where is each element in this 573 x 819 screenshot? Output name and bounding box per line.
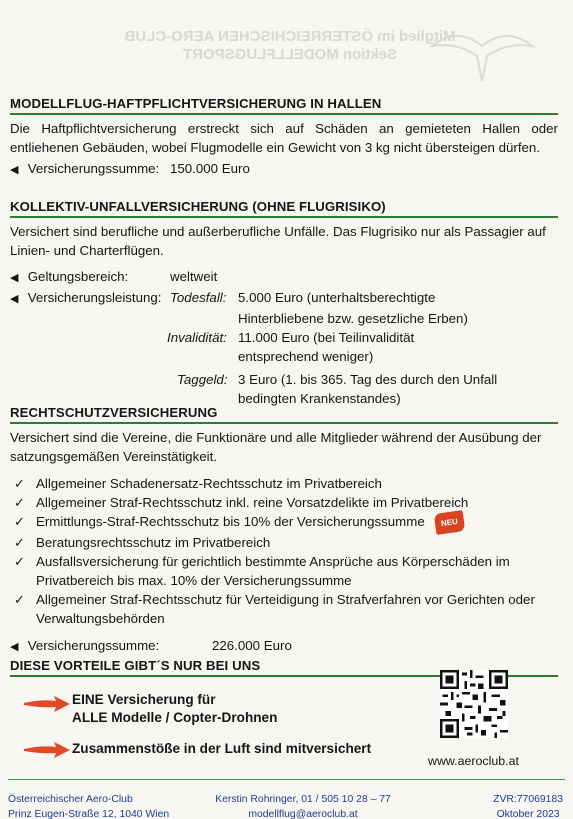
org-name: Österreichischer Aero-Club <box>8 794 133 805</box>
disability-value-2: entsprechend weniger) <box>238 349 374 364</box>
area-row <box>10 267 558 288</box>
ghost-line-2: Sektion MODELLFLUGSPORT <box>182 46 398 63</box>
footer-meta <box>493 792 563 819</box>
sum-value: 150.000 Euro <box>170 161 250 176</box>
sum-row <box>10 159 558 180</box>
website-link[interactable]: www.aeroclub.at <box>428 754 519 768</box>
checkmark-icon: ✓ <box>14 535 25 550</box>
section-title: RECHTSCHUTZVERSICHERUNG <box>10 405 558 424</box>
checkmark-icon: ✓ <box>14 554 25 569</box>
section-title: MODELLFLUG-HAFTPFLICHTVERSICHERUNG IN HALLEN <box>10 96 558 115</box>
daily-label: Taggeld: <box>177 372 228 387</box>
daily-row <box>10 370 558 389</box>
section-title: DIESE VORTEILE GIBT´S NUR BEI UNS <box>10 658 558 677</box>
death-row-2 <box>10 309 558 328</box>
new-badge: NEU <box>433 510 465 535</box>
benefit-one: EINE Versicherung für ALLE Modelle / Copter-Drohnen <box>72 692 278 725</box>
benefit-two: Zusammenstöße in der Luft sind mitversichert <box>72 741 372 756</box>
sum-label: Versicherungssumme: <box>27 638 160 653</box>
coverage-list <box>10 474 558 628</box>
issue-date: Oktober 2023 <box>496 809 560 819</box>
org-address: Prinz Eugen-Straße 12, 1040 Wien <box>8 809 170 819</box>
list-item: ✓ Allgemeiner Schadenersatz-Rechtsschutz im Privatbereich <box>14 476 382 491</box>
area-label: Geltungsbereich: <box>27 269 129 284</box>
sum-value: 226.000 Euro <box>212 638 292 653</box>
disability-row <box>10 328 558 347</box>
death-value-2: Hinterbliebene bzw. gesetzliche Erben) <box>238 311 468 326</box>
sum-row <box>10 636 558 657</box>
section-advantages <box>10 658 558 776</box>
daily-value-2: bedingten Krankenstandes) <box>238 391 401 406</box>
list-item: ✓ Ausfallsversicherung für gerichtlich bestimmte Ansprüche aus Körperschäden im Privatbereich bis max. 10% der Versicherungssumme <box>14 554 510 588</box>
pointer-left-icon: ◀ <box>10 641 19 653</box>
qr-code[interactable] <box>440 670 508 738</box>
pointer-left-icon: ◀ <box>10 164 19 176</box>
section-hall-liability <box>10 96 558 180</box>
list-item: ✓ Ermittlungs-Straf-Rechtsschutz bis 10% der Versicherungssumme NEU <box>10 512 558 533</box>
disability-row-2 <box>10 347 558 366</box>
contact-person: Kerstin Rohringer, 01 / 505 10 28 – 77 <box>215 794 391 805</box>
disability-label: Invalidität: <box>167 330 227 345</box>
area-value: weltweit <box>170 269 218 284</box>
arrow-right-icon <box>24 742 70 758</box>
pointer-left-icon: ◀ <box>10 272 19 284</box>
section-text: Die Haftpflichtversicherung erstreckt sich auf Schäden an gemieteten Hallen oder entliehenen Gebäuden, wobei Flugmodelle ein Gewicht von 3 kg nicht übersteigen dürfen. <box>10 121 558 155</box>
footer-org <box>8 792 169 819</box>
list-item: ✓ Allgemeiner Straf-Rechtsschutz für Verteidigung in Strafverfahren vor Gerichten oder Verwaltungsbehörden <box>14 592 535 626</box>
section-accident-insurance <box>10 199 558 408</box>
pointer-left-icon: ◀ <box>10 293 19 305</box>
sum-label: Versicherungssumme: <box>27 161 160 176</box>
zvr-number: ZVR:77069183 <box>493 794 563 805</box>
list-item: ✓ Beratungsrechtsschutz im Privatbereich <box>14 535 271 550</box>
daily-value-1: 3 Euro (1. bis 365. Tag des durch den Unfall <box>238 372 498 387</box>
checkmark-icon: ✓ <box>14 514 25 529</box>
section-text: Versichert sind berufliche und außerberufliche Unfälle. Das Flugrisiko nur als Passagier auf Linien- und Charterflügen. <box>10 224 546 258</box>
checkmark-icon: ✓ <box>14 495 25 510</box>
background-header-ghost <box>30 28 550 64</box>
eagle-emblem-ghost <box>427 16 537 86</box>
ghost-line-1: Mitglied im ÖSTERREICHISCHEN AERO-CLUB <box>124 28 456 45</box>
section-text: Versichert sind die Vereine, die Funktionäre und alle Mitglieder während der Ausübung der satzungsgemäßen Vereinstätigkeit. <box>10 430 542 464</box>
checkmark-icon: ✓ <box>14 476 25 491</box>
disability-value-1: 11.000 Euro (bei Teilinvalidität <box>238 330 415 345</box>
benefit-row <box>10 288 558 309</box>
footer-contact <box>208 792 398 819</box>
checkmark-icon: ✓ <box>14 592 25 607</box>
section-title: KOLLEKTIV-UNFALLVERSICHERUNG (OHNE FLUGRISIKO) <box>10 199 558 218</box>
arrow-right-icon <box>24 696 70 712</box>
benefit-label: Versicherungsleistung: <box>27 290 162 305</box>
contact-email[interactable]: modellflug@aeroclub.at <box>248 809 358 819</box>
footer <box>8 779 565 817</box>
death-label: Todesfall: <box>170 290 227 305</box>
list-item: ✓ Allgemeiner Straf-Rechtsschutz inkl. reine Vorsatzdelikte im Privatbereich <box>14 495 469 510</box>
section-legal-protection <box>10 405 558 657</box>
death-value-1: 5.000 Euro (unterhaltsberechtigte <box>238 290 436 305</box>
